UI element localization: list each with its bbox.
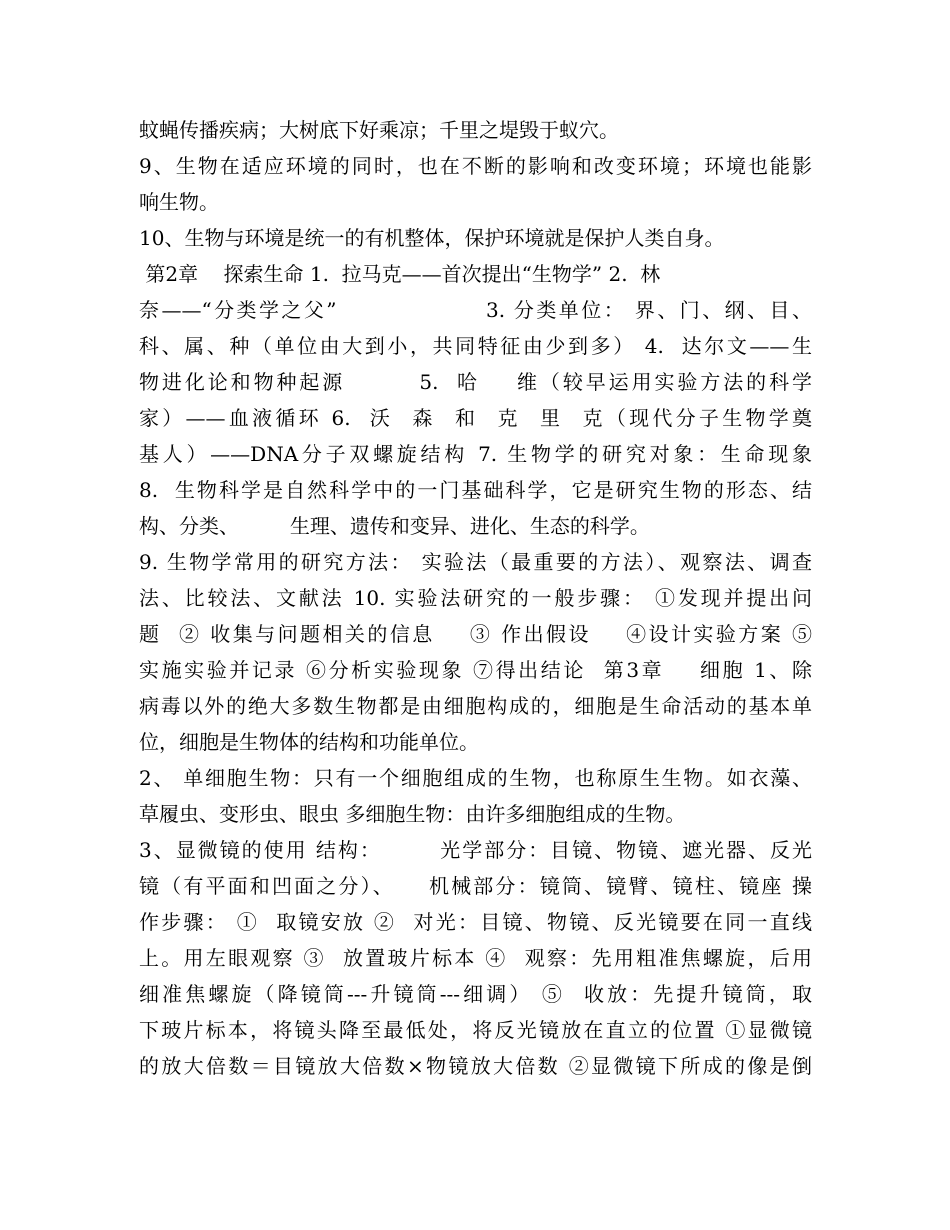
text-line: 位，细胞是生物体的结构和功能单位。 [139,730,479,754]
text-line: 9. 生物学常用的研究方法： 实验法（最重要的方法）、观察法、调查 [139,550,812,574]
text-line: 10、生物与环境是统一的有机整体，保护环境就是保护人类自身。 [139,226,725,250]
text-line: 科、属、种（单位由大到小，共同特征由少到多） 4. 达尔文——生 [139,334,812,358]
text-line: 题 ② 收集与问题相关的信息 ③ 作出假设 ④设计实验方案 ⑤ [139,622,812,646]
text-line: 响生物。 [139,190,219,214]
text-line: 8. 生物科学是自然科学中的一门基础科学，它是研究生物的形态、结 [139,478,812,502]
text-line: 9、生物在适应环境的同时，也在不断的影响和改变环境；环境也能影 [139,154,812,178]
text-line: 作步骤： ① 取镜安放 ② 对光：目镜、物镜、反光镜要在同一直线 [139,910,812,934]
text-line: 细准焦螺旋（降镜筒---升镜筒---细调） ⑤ 收放：先提升镜筒，取 [139,982,812,1006]
text-line: 奈——“分类学之父” 3. 分类单位： 界、门、纲、目、 [139,298,812,322]
text-line: 蚊蝇传播疾病；大树底下好乘凉；千里之堤毁于蚁穴。 [139,118,619,142]
text-line: 基人）——DNA分子双螺旋结构 7. 生物学的研究对象：生命现象 [139,442,812,466]
text-line: 2、 单细胞生物：只有一个细胞组成的生物，也称原生生物。如衣藻、 [139,766,812,790]
text-line: 病毒以外的绝大多数生物都是由细胞构成的，细胞是生命活动的基本单 [139,694,812,718]
text-line: 物进化论和物种起源 5. 哈 维（较早运用实验方法的科学 [139,370,812,394]
text-line: 第2章 探索生命 1. 拉马克——首次提出“生物学” 2. 林 [139,262,661,286]
text-line: 法、比较法、文献法 10. 实验法研究的一般步骤： ①发现并提出问 [139,586,812,610]
document-body [139,112,812,1084]
text-line: 构、分类、 生理、遗传和变异、进化、生态的科学。 [139,514,650,538]
text-line: 3、显微镜的使用 结构： 光学部分：目镜、物镜、遮光器、反光 [139,838,812,862]
text-line: 草履虫、变形虫、眼虫 多细胞生物：由许多细胞组成的生物。 [139,802,686,826]
text-line: 镜（有平面和凹面之分）、 机械部分：镜筒、镜臂、镜柱、镜座 操 [139,874,812,898]
text-line: 家）——血液循环 6. 沃 森 和 克 里 克（现代分子生物学奠 [139,406,812,430]
text-line: 的放大倍数＝目镜放大倍数×物镜放大倍数 ②显微镜下所成的像是倒 [139,1054,812,1078]
text-line: 实施实验并记录 ⑥分析实验现象 ⑦得出结论 第3章 细胞 1、除 [139,658,812,682]
text-line: 下玻片标本，将镜头降至最低处，将反光镜放在直立的位置 ①显微镜 [139,1018,812,1042]
text-line: 上。用左眼观察 ③ 放置玻片标本 ④ 观察：先用粗准焦螺旋，后用 [139,946,812,970]
